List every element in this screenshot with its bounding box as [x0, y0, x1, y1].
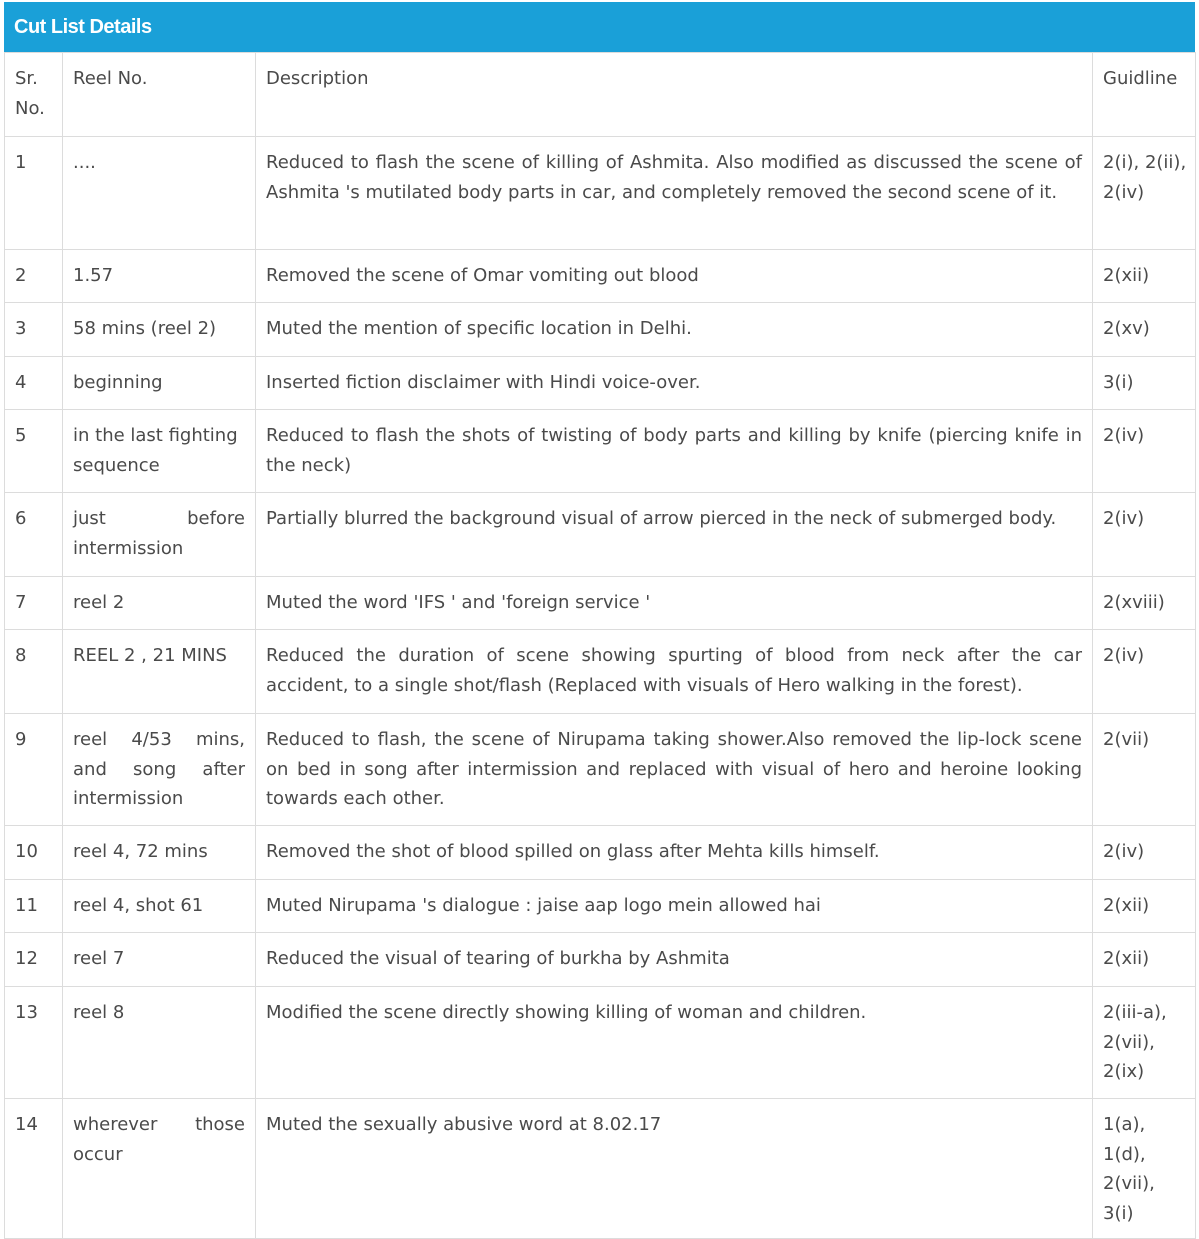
- reel-no-cell: 1.57: [63, 250, 256, 303]
- sr-no-cell: 5: [5, 410, 63, 493]
- sr-no-cell: 8: [5, 630, 63, 714]
- reel-no-text: just before intermission: [73, 508, 245, 559]
- description-cell: Partially blurred the background visual of arrow pierced in the neck of submerged body.: [256, 493, 1093, 577]
- sr-no-cell: 2: [5, 250, 63, 303]
- table-row: [5, 137, 1196, 250]
- column-header-guideline: Guidline: [1093, 53, 1196, 137]
- sr-no-cell: 3: [5, 303, 63, 357]
- description-cell: Muted the sexually abusive word at 8.02.17: [256, 1099, 1093, 1239]
- description-cell: Removed the shot of blood spilled on glass after Mehta kills himself.: [256, 826, 1093, 880]
- guideline-cell: 2(iii-a), 2(vii), 2(ix): [1093, 987, 1196, 1099]
- description-cell: Muted the mention of specific location in Delhi.: [256, 303, 1093, 357]
- table-row: [5, 577, 1196, 630]
- guideline-cell: 2(xv): [1093, 303, 1196, 357]
- description-cell: Reduced to flash, the scene of Nirupama taking shower.Also removed the lip-lock scene on bed in song after intermission and replaced with visual of hero and heroine looking towards each other.: [256, 714, 1093, 826]
- reel-no-cell: reel 4, 72 mins: [63, 826, 256, 880]
- table-row: [5, 826, 1196, 880]
- sr-no-cell: 6: [5, 493, 63, 577]
- table-row: [5, 410, 1196, 493]
- sr-no-cell: 7: [5, 577, 63, 630]
- guideline-cell: 2(iv): [1093, 493, 1196, 577]
- table-row: [5, 714, 1196, 826]
- sr-no-cell: 11: [5, 880, 63, 933]
- sr-no-cell: 14: [5, 1099, 63, 1239]
- reel-no-text: wherever those occur: [73, 1114, 245, 1165]
- guideline-cell: 3(i): [1093, 357, 1196, 410]
- reel-no-cell: REEL 2 , 21 MINS: [63, 630, 256, 714]
- sr-no-cell: 4: [5, 357, 63, 410]
- sr-no-cell: 13: [5, 987, 63, 1099]
- sr-no-cell: 12: [5, 933, 63, 987]
- column-header-description: Description: [256, 53, 1093, 137]
- description-cell: Reduced the duration of scene showing spurting of blood from neck after the car accident, to a single shot/flash (Replaced with visuals of Hero walking in the forest).: [256, 630, 1093, 714]
- sr-no-cell: 1: [5, 137, 63, 250]
- reel-no-cell: [63, 493, 256, 577]
- description-cell: Reduced to flash the scene of killing of Ashmita. Also modified as discussed the scene of Ashmita 's mutilated body parts in car, and completely removed the second scene of it.: [256, 137, 1093, 250]
- guideline-cell: 2(iv): [1093, 410, 1196, 493]
- panel-title: Cut List Details: [4, 2, 1195, 52]
- sr-no-cell: 9: [5, 714, 63, 826]
- guideline-cell: 2(xii): [1093, 880, 1196, 933]
- reel-no-cell: reel 8: [63, 987, 256, 1099]
- column-header-reel-no: Reel No.: [63, 53, 256, 137]
- description-cell: Reduced to flash the shots of twisting of body parts and killing by knife (piercing knife in the neck): [256, 410, 1093, 493]
- description-cell: Modified the scene directly showing killing of woman and children.: [256, 987, 1093, 1099]
- cut-list-panel: [4, 2, 1195, 1239]
- reel-no-cell: beginning: [63, 357, 256, 410]
- guideline-cell: 2(iv): [1093, 630, 1196, 714]
- guideline-cell: 2(xviii): [1093, 577, 1196, 630]
- description-cell: Muted Nirupama 's dialogue : jaise aap logo mein allowed hai: [256, 880, 1093, 933]
- description-cell: Removed the scene of Omar vomiting out blood: [256, 250, 1093, 303]
- guideline-cell: 2(xii): [1093, 250, 1196, 303]
- reel-no-text: reel 4/53 mins, and song after intermission: [73, 729, 245, 809]
- description-cell: Inserted fiction disclaimer with Hindi voice-over.: [256, 357, 1093, 410]
- sr-no-cell: 10: [5, 826, 63, 880]
- reel-no-cell: in the last fighting sequence: [63, 410, 256, 493]
- guideline-cell: 2(iv): [1093, 826, 1196, 880]
- reel-no-cell: 58 mins (reel 2): [63, 303, 256, 357]
- reel-no-cell: reel 2: [63, 577, 256, 630]
- table-row: [5, 880, 1196, 933]
- table-row: [5, 250, 1196, 303]
- description-cell: Muted the word 'IFS ' and 'foreign service ': [256, 577, 1093, 630]
- cut-list-table: [4, 52, 1196, 1239]
- table-row: [5, 1099, 1196, 1239]
- table-header-row: [5, 53, 1196, 137]
- table-row: [5, 493, 1196, 577]
- guideline-cell: 2(i), 2(ii), 2(iv): [1093, 137, 1196, 250]
- reel-no-cell: [63, 1099, 256, 1239]
- column-header-sr-no: Sr. No.: [5, 53, 63, 137]
- table-row: [5, 303, 1196, 357]
- guideline-cell: 2(xii): [1093, 933, 1196, 987]
- guideline-cell: 2(vii): [1093, 714, 1196, 826]
- description-cell: Reduced the visual of tearing of burkha by Ashmita: [256, 933, 1093, 987]
- reel-no-cell: [63, 714, 256, 826]
- table-row: [5, 357, 1196, 410]
- guideline-cell: 1(a), 1(d), 2(vii), 3(i): [1093, 1099, 1196, 1239]
- reel-no-cell: ....: [63, 137, 256, 250]
- table-row: [5, 630, 1196, 714]
- reel-no-cell: reel 7: [63, 933, 256, 987]
- table-row: [5, 933, 1196, 987]
- table-row: [5, 987, 1196, 1099]
- reel-no-cell: reel 4, shot 61: [63, 880, 256, 933]
